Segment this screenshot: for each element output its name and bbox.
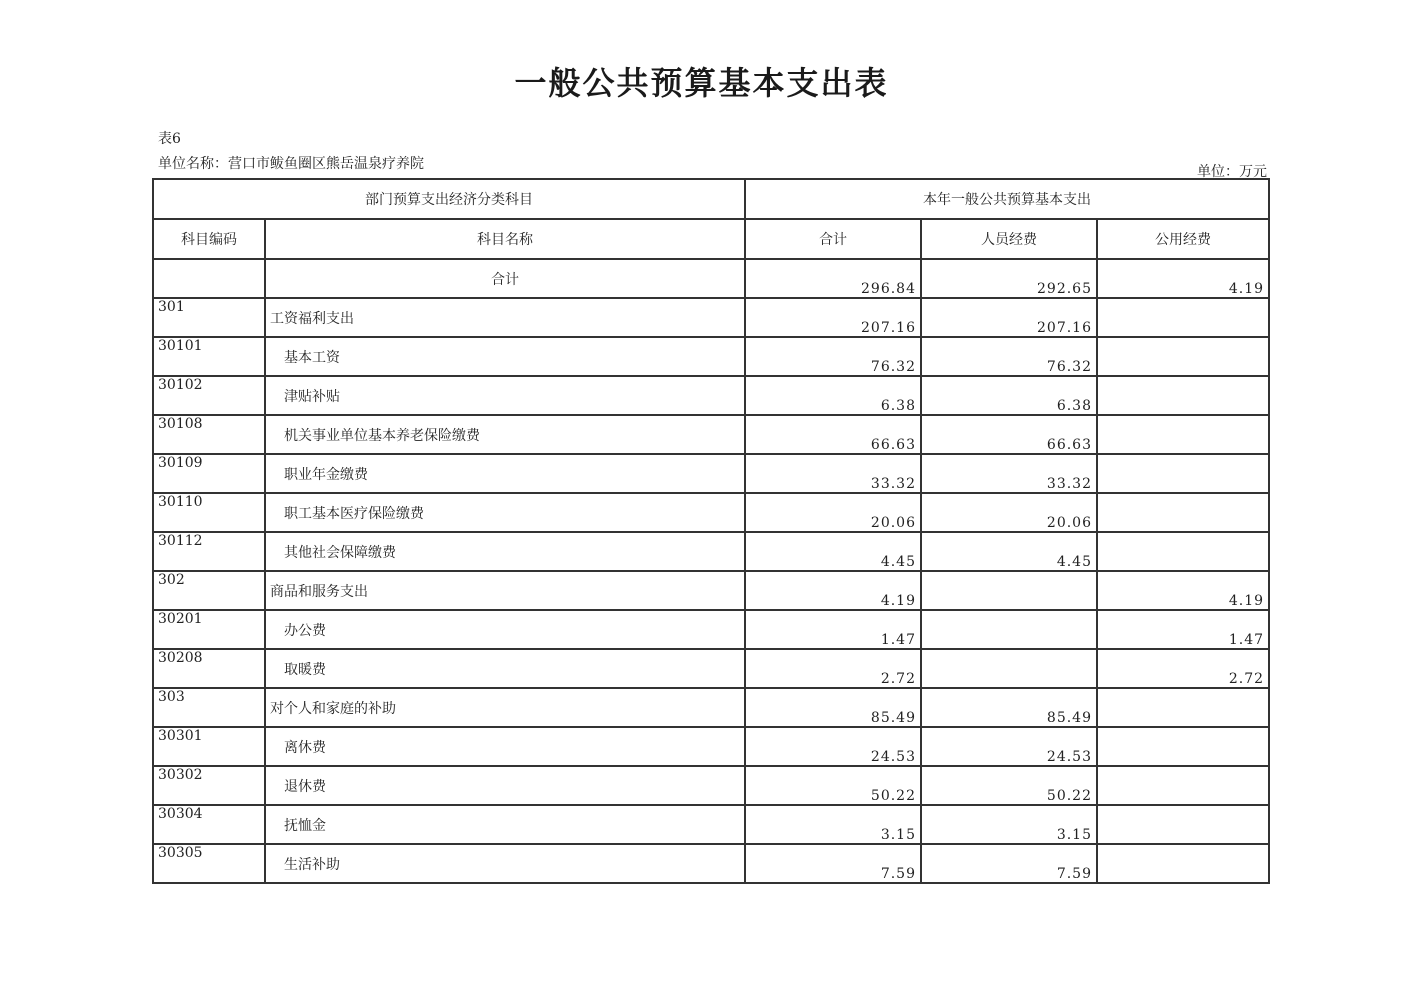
total-row (153, 259, 1269, 298)
table-row (153, 727, 1269, 766)
row-total: 3.15 (745, 805, 921, 844)
table-row (153, 805, 1269, 844)
row-code: 30101 (153, 337, 265, 376)
row-personnel: 24.53 (921, 727, 1097, 766)
row-public (1097, 376, 1269, 415)
row-personnel (921, 649, 1097, 688)
budget-table (152, 178, 1270, 884)
table-row (153, 766, 1269, 805)
row-name: 办公费 (265, 610, 745, 649)
row-public (1097, 844, 1269, 883)
row-code: 303 (153, 688, 265, 727)
row-name: 基本工资 (265, 337, 745, 376)
row-public (1097, 766, 1269, 805)
table-row (153, 571, 1269, 610)
page-title: 一般公共预算基本支出表 (514, 64, 889, 102)
header-public: 公用经费 (1097, 219, 1269, 259)
header-name: 科目名称 (265, 219, 745, 259)
row-public: 1.47 (1097, 610, 1269, 649)
table-row (153, 454, 1269, 493)
row-code: 301 (153, 298, 265, 337)
row-name: 津贴补贴 (265, 376, 745, 415)
row-personnel: 20.06 (921, 493, 1097, 532)
row-name: 工资福利支出 (265, 298, 745, 337)
header-group-row (153, 179, 1269, 219)
row-public (1097, 337, 1269, 376)
row-total: 4.19 (745, 571, 921, 610)
row-name: 商品和服务支出 (265, 571, 745, 610)
row-name: 取暖费 (265, 649, 745, 688)
table-body (153, 259, 1269, 883)
row-public (1097, 727, 1269, 766)
row-name: 生活补助 (265, 844, 745, 883)
row-personnel: 76.32 (921, 337, 1097, 376)
table-row (153, 649, 1269, 688)
currency-unit: 单位：万元 (1197, 164, 1267, 180)
total-row-code (153, 259, 265, 298)
row-total: 2.72 (745, 649, 921, 688)
row-total: 20.06 (745, 493, 921, 532)
row-name: 对个人和家庭的补助 (265, 688, 745, 727)
header-column-row (153, 219, 1269, 259)
row-code: 30102 (153, 376, 265, 415)
total-row-total: 296.84 (745, 259, 921, 298)
row-name: 职业年金缴费 (265, 454, 745, 493)
row-total: 76.32 (745, 337, 921, 376)
row-personnel: 7.59 (921, 844, 1097, 883)
row-personnel (921, 571, 1097, 610)
unit-name: 单位名称：营口市鲅鱼圈区熊岳温泉疗养院 (158, 156, 424, 172)
header-basic-expenditure: 本年一般公共预算基本支出 (745, 179, 1269, 219)
table-row (153, 415, 1269, 454)
row-name: 其他社会保障缴费 (265, 532, 745, 571)
row-name: 职工基本医疗保险缴费 (265, 493, 745, 532)
header-economic-classification: 部门预算支出经济分类科目 (153, 179, 745, 219)
header-personnel: 人员经费 (921, 219, 1097, 259)
row-public (1097, 805, 1269, 844)
row-code: 30301 (153, 727, 265, 766)
row-total: 33.32 (745, 454, 921, 493)
row-personnel: 85.49 (921, 688, 1097, 727)
row-code: 30304 (153, 805, 265, 844)
total-row-name: 合计 (265, 259, 745, 298)
table-row (153, 844, 1269, 883)
row-total: 85.49 (745, 688, 921, 727)
row-public (1097, 688, 1269, 727)
row-personnel: 6.38 (921, 376, 1097, 415)
row-code: 302 (153, 571, 265, 610)
row-name: 退休费 (265, 766, 745, 805)
row-code: 30208 (153, 649, 265, 688)
row-code: 30305 (153, 844, 265, 883)
row-public (1097, 532, 1269, 571)
row-total: 6.38 (745, 376, 921, 415)
row-code: 30108 (153, 415, 265, 454)
table-row (153, 493, 1269, 532)
row-name: 抚恤金 (265, 805, 745, 844)
total-row-public: 4.19 (1097, 259, 1269, 298)
row-total: 1.47 (745, 610, 921, 649)
row-total: 24.53 (745, 727, 921, 766)
row-code: 30302 (153, 766, 265, 805)
table-row (153, 337, 1269, 376)
row-public (1097, 493, 1269, 532)
row-public: 2.72 (1097, 649, 1269, 688)
row-personnel: 4.45 (921, 532, 1097, 571)
row-total: 66.63 (745, 415, 921, 454)
table-number: 表6 (158, 131, 181, 147)
row-total: 7.59 (745, 844, 921, 883)
row-name: 机关事业单位基本养老保险缴费 (265, 415, 745, 454)
header-total: 合计 (745, 219, 921, 259)
row-total: 4.45 (745, 532, 921, 571)
row-total: 50.22 (745, 766, 921, 805)
row-public (1097, 415, 1269, 454)
table-row (153, 298, 1269, 337)
header-code: 科目编码 (153, 219, 265, 259)
row-personnel: 3.15 (921, 805, 1097, 844)
row-personnel (921, 610, 1097, 649)
total-row-personnel: 292.65 (921, 259, 1097, 298)
row-personnel: 207.16 (921, 298, 1097, 337)
row-total: 207.16 (745, 298, 921, 337)
table-row (153, 376, 1269, 415)
row-code: 30112 (153, 532, 265, 571)
row-code: 30110 (153, 493, 265, 532)
row-code: 30109 (153, 454, 265, 493)
row-public (1097, 298, 1269, 337)
row-name: 离休费 (265, 727, 745, 766)
row-public (1097, 454, 1269, 493)
row-public: 4.19 (1097, 571, 1269, 610)
row-personnel: 50.22 (921, 766, 1097, 805)
row-code: 30201 (153, 610, 265, 649)
table-row (153, 532, 1269, 571)
table-row (153, 688, 1269, 727)
row-personnel: 66.63 (921, 415, 1097, 454)
table-row (153, 610, 1269, 649)
row-personnel: 33.32 (921, 454, 1097, 493)
